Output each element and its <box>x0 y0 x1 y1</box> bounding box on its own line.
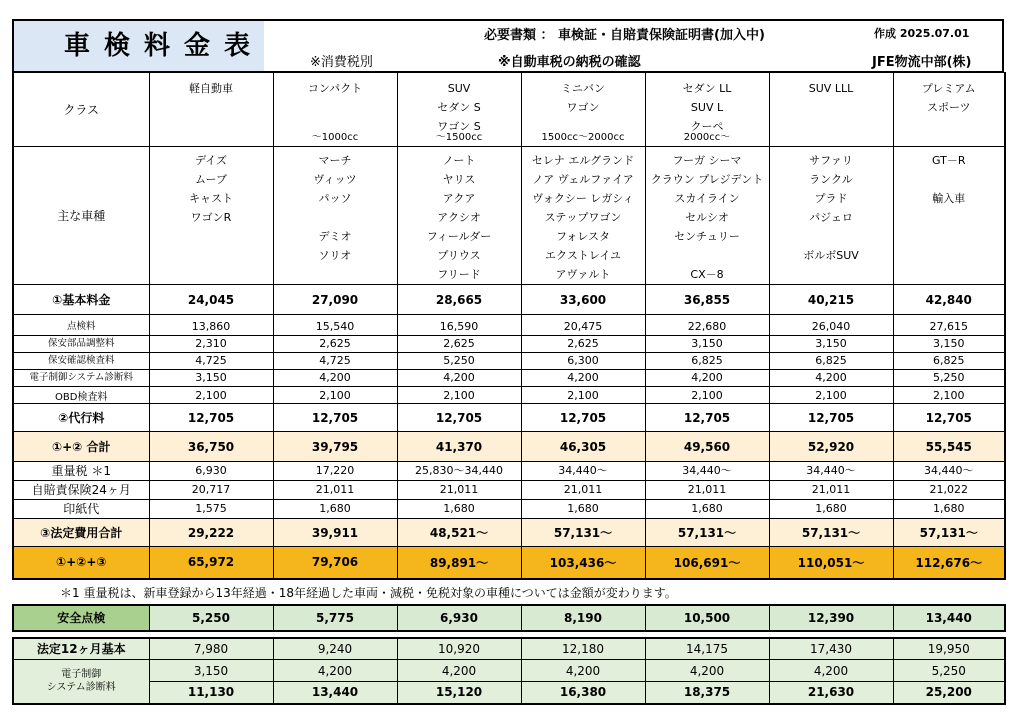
ecu-diag-row-label: 電子制御システム診断料 <box>13 370 149 387</box>
legal-total-row-value: 39,911 <box>273 519 397 547</box>
legal12-total-value: 16,380 <box>521 682 645 704</box>
agency-fee-row-value: 12,705 <box>769 404 893 432</box>
weight-tax-row-label: 重量税 ＊1 <box>13 462 149 481</box>
tax-payment-check: ※自動車税の納税の確認 <box>498 55 641 70</box>
obd-row-value: 2,100 <box>273 387 397 404</box>
safety-check-row-value: 5,250 <box>397 353 521 370</box>
inspection-row-value: 27,615 <box>893 315 1005 336</box>
insurance-row-value: 21,011 <box>397 481 521 500</box>
grand-total-row-value: 112,676～ <box>893 547 1005 579</box>
insurance-row <box>13 481 1005 500</box>
sum12-row-value: 41,370 <box>397 432 521 462</box>
inspection-row-value: 15,540 <box>273 315 397 336</box>
base-fee-row-value: 36,855 <box>645 285 769 315</box>
legal-total-row-value: 57,131～ <box>769 519 893 547</box>
model-name <box>894 246 1005 265</box>
legal-total-row-value: 57,131～ <box>645 519 769 547</box>
obd-row-value: 2,100 <box>397 387 521 404</box>
model-name: クラウン プレジデント <box>650 173 764 186</box>
class-name: スポーツ <box>926 101 971 114</box>
inspection-row <box>13 315 1005 336</box>
parts-adjust-row-value: 3,150 <box>769 336 893 353</box>
weight-tax-row-value: 6,930 <box>149 462 273 481</box>
company-name: JFE物流中部(株) <box>872 55 972 70</box>
class-name: セダン LL <box>682 82 732 95</box>
base-fee-row-value: 27,090 <box>273 285 397 315</box>
parts-adjust-row-label: 保安部品調整料 <box>13 336 149 353</box>
obd-row-value: 2,100 <box>521 387 645 404</box>
grand-total-row <box>13 547 1005 579</box>
tax-excluded-note: ※消費税別 <box>310 55 373 70</box>
price-sheet <box>12 19 1004 705</box>
legal12-total-value: 18,375 <box>645 682 769 704</box>
inspection-row-label: 点検料 <box>13 315 149 336</box>
sum12-row-value: 39,795 <box>273 432 397 462</box>
inspection-row-value: 16,590 <box>397 315 521 336</box>
stamp-row <box>13 500 1005 519</box>
model-name: センチュリー <box>674 230 740 243</box>
safety-inspection-row-value: 13,440 <box>893 605 1005 631</box>
class-cell <box>893 73 1005 147</box>
class-cell <box>397 73 521 147</box>
safety-inspection-row-value: 8,190 <box>521 605 645 631</box>
legal-total-row-value: 48,521～ <box>397 519 521 547</box>
safety-inspection-row-value: 12,390 <box>769 605 893 631</box>
models-cell <box>397 147 521 285</box>
obd-row-value: 2,100 <box>769 387 893 404</box>
model-name: CX－8 <box>690 268 724 281</box>
model-name <box>770 265 893 284</box>
parts-adjust-row-value: 2,625 <box>521 336 645 353</box>
model-name <box>150 246 273 265</box>
class-cell <box>149 73 273 147</box>
sum12-row-value: 49,560 <box>645 432 769 462</box>
ecu-diag-row-value: 3,150 <box>149 370 273 387</box>
weight-tax-row-value: 25,830～34,440 <box>397 462 521 481</box>
model-name: ヴォクシー レガシィ <box>532 192 634 205</box>
model-name: プラド <box>814 192 848 205</box>
model-name: ノア ヴェルファイア <box>532 173 634 186</box>
base-fee-row-value: 24,045 <box>149 285 273 315</box>
obd-row <box>13 387 1005 404</box>
legal-total-row-label: ③法定費用合計 <box>13 519 149 547</box>
sum12-row-value: 46,305 <box>521 432 645 462</box>
legal-12-month-table <box>12 637 1006 705</box>
agency-fee-row-value: 12,705 <box>273 404 397 432</box>
class-name: プレミアム <box>921 82 976 95</box>
insurance-row-value: 21,011 <box>273 481 397 500</box>
model-name: ヤリス <box>442 173 476 186</box>
safety-check-row-value: 6,825 <box>769 353 893 370</box>
parts-adjust-row-value: 3,150 <box>645 336 769 353</box>
model-name: ランクル <box>809 173 853 186</box>
inspection-row-value: 20,475 <box>521 315 645 336</box>
agency-fee-row-value: 12,705 <box>521 404 645 432</box>
legal12-basic-row-value: 14,175 <box>645 638 769 660</box>
agency-fee-row-value: 12,705 <box>397 404 521 432</box>
legal12-basic-row-value: 7,980 <box>149 638 273 660</box>
stamp-row-label: 印紙代 <box>13 500 149 519</box>
weight-tax-row-value: 34,440～ <box>521 462 645 481</box>
ecu-diag-row-value: 4,200 <box>397 370 521 387</box>
model-name: セレナ エルグランド <box>531 154 635 167</box>
model-name: ヴィッツ <box>313 173 357 186</box>
safety-check-row-value: 4,725 <box>273 353 397 370</box>
sum12-row-value: 55,545 <box>893 432 1005 462</box>
models-cell <box>645 147 769 285</box>
class-name: クーペ <box>690 120 724 133</box>
models-cell <box>149 147 273 285</box>
model-name <box>150 265 273 284</box>
model-name: アクシオ <box>437 211 481 224</box>
legal12-basic-row-label: 法定12ヶ月基本 <box>13 638 149 660</box>
safety-inspection-row <box>13 605 1005 631</box>
stamp-row-value: 1,680 <box>893 500 1005 519</box>
grand-total-row-value: 103,436～ <box>521 547 645 579</box>
model-name <box>150 227 273 246</box>
parts-adjust-row-value: 2,625 <box>273 336 397 353</box>
ecu-diag-row <box>13 370 1005 387</box>
insurance-row-value: 21,022 <box>893 481 1005 500</box>
class-name: ミニバン <box>561 82 605 95</box>
grand-total-row-value: 110,051～ <box>769 547 893 579</box>
weight-tax-footnote: ＊1 重量税は、新車登録から13年経過・18年経過した車両・減税・免税対象の車種については金額が変わります。 <box>60 585 677 600</box>
model-name <box>894 265 1005 284</box>
obd-row-value: 2,100 <box>893 387 1005 404</box>
model-name <box>274 265 397 284</box>
legal12-ecu-value: 3,150 <box>149 660 273 682</box>
legal12-ecu-value: 4,200 <box>273 660 397 682</box>
class-name: コンパクト <box>307 82 363 95</box>
safety-check-row <box>13 353 1005 370</box>
stamp-row-value: 1,680 <box>769 500 893 519</box>
main-price-table <box>12 72 1006 580</box>
class-name: ワゴン <box>566 101 600 114</box>
agency-fee-row <box>13 404 1005 432</box>
legal-total-row-value: 57,131～ <box>893 519 1005 547</box>
base-fee-row <box>13 285 1005 315</box>
safety-check-row-value: 4,725 <box>149 353 273 370</box>
stamp-row-value: 1,680 <box>645 500 769 519</box>
sheet-header <box>12 19 1004 72</box>
base-fee-row-value: 40,215 <box>769 285 893 315</box>
legal12-total-value: 15,120 <box>397 682 521 704</box>
class-displacement: 1500cc～2000cc <box>541 132 625 143</box>
parts-adjust-row-value: 2,625 <box>397 336 521 353</box>
legal12-total-value: 25,200 <box>893 682 1005 704</box>
model-name <box>646 246 769 265</box>
legal12-basic-row <box>13 638 1005 660</box>
legal12-total-value: 21,630 <box>769 682 893 704</box>
model-name: フリード <box>437 268 481 281</box>
class-name: ワゴン S <box>437 120 481 133</box>
model-name: デイズ <box>194 154 228 167</box>
model-name: ノート <box>442 154 476 167</box>
inspection-row-value: 13,860 <box>149 315 273 336</box>
insurance-row-value: 20,717 <box>149 481 273 500</box>
grand-total-row-label: ①+②+③ <box>13 547 149 579</box>
safety-inspection-row-value: 6,930 <box>397 605 521 631</box>
grand-total-row-value: 65,972 <box>149 547 273 579</box>
model-name: フーガ シーマ <box>672 154 742 167</box>
model-name: アヴァルト <box>555 268 611 281</box>
class-name: 軽自動車 <box>189 82 233 95</box>
insurance-row-value: 21,011 <box>521 481 645 500</box>
legal-total-row <box>13 519 1005 547</box>
weight-tax-row-value: 34,440～ <box>769 462 893 481</box>
model-name: エクストレイユ <box>545 249 621 262</box>
insurance-row-label: 自賠責保険24ヶ月 <box>13 481 149 500</box>
legal12-basic-row-value: 10,920 <box>397 638 521 660</box>
agency-fee-row-value: 12,705 <box>893 404 1005 432</box>
legal12-ecu-value: 4,200 <box>397 660 521 682</box>
safety-inspection-row-label: 安全点検 <box>13 605 149 631</box>
grand-total-row-value: 89,891～ <box>397 547 521 579</box>
model-name: ワゴンR <box>190 211 232 224</box>
insurance-row-value: 21,011 <box>645 481 769 500</box>
model-name <box>274 208 397 227</box>
base-fee-row-value: 28,665 <box>397 285 521 315</box>
model-name: GT－R <box>932 154 966 167</box>
legal12-ecu-row <box>13 660 1005 682</box>
created-date: 作成 2025.07.01 <box>874 27 970 40</box>
model-name: スカイライン <box>674 192 740 205</box>
sum12-row-label: ①+② 合計 <box>13 432 149 462</box>
class-row <box>13 73 1005 147</box>
models-cell <box>893 147 1005 285</box>
inspection-row-value: 26,040 <box>769 315 893 336</box>
legal12-total-row <box>13 682 1005 704</box>
model-name: デミオ <box>318 230 352 243</box>
insurance-row-value: 21,011 <box>769 481 893 500</box>
class-cell <box>521 73 645 147</box>
parts-adjust-row-value: 2,310 <box>149 336 273 353</box>
safety-check-row-label: 保安確認検査料 <box>13 353 149 370</box>
model-name: マーチ <box>318 154 352 167</box>
agency-fee-row-value: 12,705 <box>149 404 273 432</box>
model-name: ムーブ <box>195 173 227 186</box>
class-name: SUV LLL <box>808 82 854 95</box>
legal12-basic-row-value: 19,950 <box>893 638 1005 660</box>
required-documents: 必要書類 ： 車検証・自賠責保険証明書(加入中) <box>484 28 765 43</box>
class-displacement: ～1500cc <box>435 132 483 143</box>
legal12-total-value: 13,440 <box>273 682 397 704</box>
ecu-diag-row-value: 5,250 <box>893 370 1005 387</box>
model-name: アクア <box>442 192 476 205</box>
ecu-diag-row-value: 4,200 <box>645 370 769 387</box>
agency-fee-row-label: ②代行料 <box>13 404 149 432</box>
parts-adjust-row <box>13 336 1005 353</box>
model-name <box>894 170 1005 189</box>
sum12-row-value: 36,750 <box>149 432 273 462</box>
model-name: サファリ <box>809 154 853 167</box>
model-name <box>894 208 1005 227</box>
safety-inspection-row-value: 5,775 <box>273 605 397 631</box>
legal12-ecu-label <box>13 660 149 704</box>
models-cell <box>521 147 645 285</box>
legal-total-row-value: 29,222 <box>149 519 273 547</box>
model-name: キャスト <box>189 192 233 205</box>
stamp-row-value: 1,680 <box>521 500 645 519</box>
models-label: 主な車種 <box>13 147 149 285</box>
legal12-ecu-value: 4,200 <box>521 660 645 682</box>
legal12-ecu-value: 5,250 <box>893 660 1005 682</box>
legal12-basic-row-value: 17,430 <box>769 638 893 660</box>
legal12-basic-row-value: 12,180 <box>521 638 645 660</box>
sum12-row <box>13 432 1005 462</box>
obd-row-label: OBD検査料 <box>13 387 149 404</box>
safety-inspection-row-value: 5,250 <box>149 605 273 631</box>
model-name: フィールダー <box>426 230 492 243</box>
safety-check-row-value: 6,825 <box>893 353 1005 370</box>
ecu-diag-row-value: 4,200 <box>769 370 893 387</box>
class-name: セダン S <box>437 101 481 114</box>
legal12-ecu-label-line1: 電子制御 <box>61 669 102 681</box>
legal12-ecu-label-line2: システム診断料 <box>46 682 116 694</box>
model-name <box>894 227 1005 246</box>
weight-tax-row <box>13 462 1005 481</box>
safety-inspection-table <box>12 604 1006 632</box>
stamp-row-value: 1,680 <box>273 500 397 519</box>
model-name: パッソ <box>318 192 352 205</box>
sheet-title: 車検料金表 <box>14 21 264 71</box>
grand-total-row-value: 106,691～ <box>645 547 769 579</box>
legal12-basic-row-value: 9,240 <box>273 638 397 660</box>
base-fee-row-value: 42,840 <box>893 285 1005 315</box>
weight-tax-row-value: 34,440～ <box>645 462 769 481</box>
class-cell <box>273 73 397 147</box>
model-name <box>770 227 893 246</box>
obd-row-value: 2,100 <box>149 387 273 404</box>
parts-adjust-row-value: 3,150 <box>893 336 1005 353</box>
inspection-row-value: 22,680 <box>645 315 769 336</box>
safety-inspection-row-value: 10,500 <box>645 605 769 631</box>
sum12-row-value: 52,920 <box>769 432 893 462</box>
class-displacement: ～1000cc <box>311 132 359 143</box>
model-name: ソリオ <box>318 249 352 262</box>
models-cell <box>273 147 397 285</box>
grand-total-row-value: 79,706 <box>273 547 397 579</box>
weight-tax-row-value: 34,440～ <box>893 462 1005 481</box>
legal-total-row-value: 57,131～ <box>521 519 645 547</box>
base-fee-row-label: ①基本料金 <box>13 285 149 315</box>
stamp-row-value: 1,680 <box>397 500 521 519</box>
model-name: プリウス <box>437 249 481 262</box>
class-cell <box>769 73 893 147</box>
safety-check-row-value: 6,825 <box>645 353 769 370</box>
legal12-ecu-value: 4,200 <box>769 660 893 682</box>
class-name: SUV <box>447 82 471 95</box>
agency-fee-row-value: 12,705 <box>645 404 769 432</box>
base-fee-row-value: 33,600 <box>521 285 645 315</box>
legal12-ecu-value: 4,200 <box>645 660 769 682</box>
model-name: ボルボSUV <box>803 249 859 262</box>
safety-check-row-value: 6,300 <box>521 353 645 370</box>
model-name: パジェロ <box>809 211 853 224</box>
class-displacement: 2000cc～ <box>683 132 731 143</box>
class-name: SUV L <box>690 101 724 114</box>
legal12-total-value: 11,130 <box>149 682 273 704</box>
ecu-diag-row-value: 4,200 <box>521 370 645 387</box>
class-cell <box>645 73 769 147</box>
stamp-row-value: 1,575 <box>149 500 273 519</box>
class-label: クラス <box>13 73 149 147</box>
model-name: 輸入車 <box>932 192 966 205</box>
model-name: ステップワゴン <box>544 211 622 224</box>
ecu-diag-row-value: 4,200 <box>273 370 397 387</box>
models-cell <box>769 147 893 285</box>
model-name: セルシオ <box>685 211 729 224</box>
model-name: フォレスタ <box>555 230 611 243</box>
obd-row-value: 2,100 <box>645 387 769 404</box>
models-row <box>13 147 1005 285</box>
weight-tax-row-value: 17,220 <box>273 462 397 481</box>
